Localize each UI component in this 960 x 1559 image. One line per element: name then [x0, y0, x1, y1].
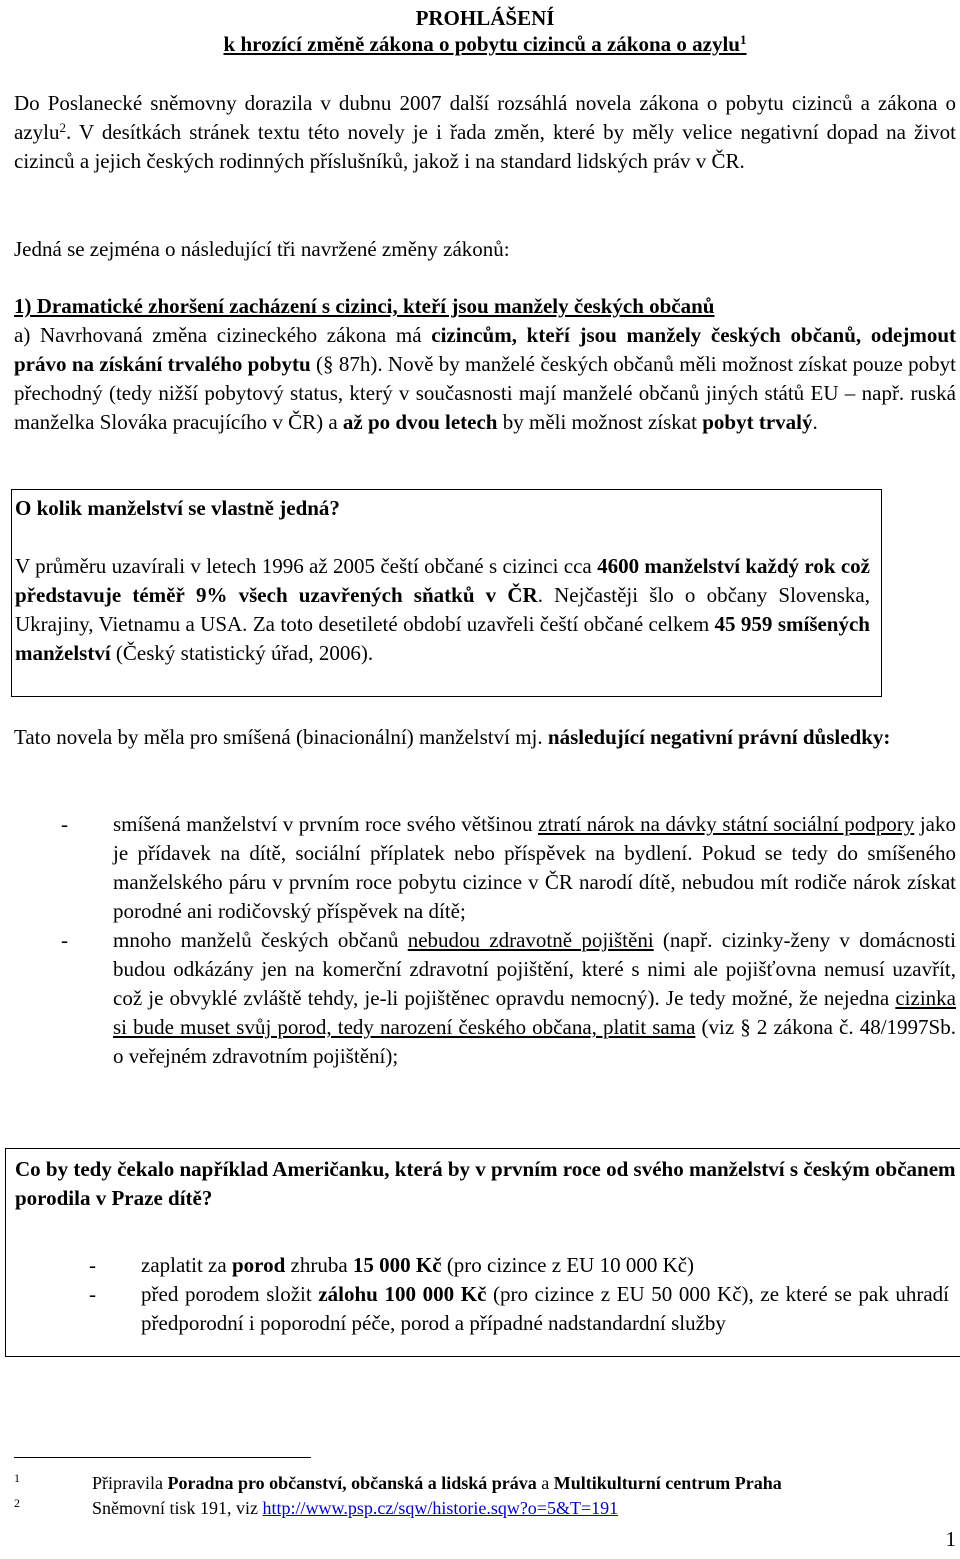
consequences-lead: Tato novela by měla pro smíšená (binacionální) manželství mj. následující negativní právní důsledky: [14, 725, 891, 749]
list-item: - smíšená manželství v prvním roce svého většinou ztratí nárok na dávky státní sociální podpory jako je přídavek na dítě, sociální příplatek nebo příspěvek na bydlení. Pokud se tedy do smíšeného manželského páru v prvním roce pobytu cizince v ČR narodí dítě, nebudou mít rodiče nárok získat porodné ani rodičovský příspěvek na dítě; [61, 812, 956, 923]
american-example-box [5, 1148, 960, 1357]
list-item: - zaplatit za porod zhruba 15 000 Kč (pro cizince z EU 10 000 Kč) [15, 1251, 957, 1280]
footnote-2: 2 Sněmovní tisk 191, viz http://www.psp.cz/sqw/historie.sqw?o=5&T=191 [14, 1497, 618, 1519]
consequences-list [14, 810, 956, 1071]
document-title: PROHLÁŠENÍ [415, 6, 555, 30]
source-link[interactable]: http://www.psp.cz/sqw/historie.sqw?o=5&T=191 [262, 1498, 619, 1518]
box2-question: Co by tedy čekalo například Američanku, která by v prvním roce od svého manželství s českým občanem porodila v Praze dítě? [15, 1157, 956, 1210]
page-number: 1 [945, 1527, 956, 1551]
footnote-ref-1[interactable]: 1 [739, 32, 747, 47]
section1-heading: 1) Dramatické zhoršení zacházení s cizinci, kteří jsou manžely českých občanů [14, 294, 715, 318]
footnote-number: 2 [14, 1496, 20, 1510]
list-item: - mnoho manželů českých občanů nebudou zdravotně pojištěni (např. cizinky-ženy v domácnosti budou odkázány jen na komerční zdravotní pojištění, které s nimi ale pojišťovna nemusí uzavřít, což je obvyklé zvláště tehdy, je-li pojištěnec opravdu nemocný). Je tedy možné, že nejedna cizinka si bude muset svůj porod, tedy narození českého občana, platit sama (viz § 2 zákona č. 48/1997Sb. o veřejném zdravotním pojištění); [61, 928, 956, 1068]
list-dash: - [89, 1282, 96, 1306]
marriages-info-box [11, 489, 882, 697]
changes-intro: Jedná se zejména o následující tři navržené změny zákonů: [14, 237, 510, 261]
intro-paragraph: Do Poslanecké sněmovny dorazila v dubnu 2007 další rozsáhlá novela zákona o pobytu cizinců a zákona o azylu$^2$. V desítkách stránek textu této novely je i řada změn, které by měly velice negativní dopad na život cizinců a jejich českých rodinných příslušníků, jakož i na standard lidských práv v ČR. [14, 91, 956, 173]
box1-paragraph: V průměru uzavírali v letech 1996 až 2005 čeští občané s cizinci cca 4600 manželství každý rok což představuje téměř 9% všech uzavřených sňatků v ČR. Nejčastěji šlo o občany Slovenska, Ukrajiny, Vietnamu a USA. Za toto desetileté období uzavřeli čeští občané celkem 45 959 smíšených manželství (Český statistický úřad, 2006). [15, 554, 870, 665]
list-dash: - [61, 928, 68, 952]
list-dash: - [89, 1253, 96, 1277]
footnote-ref-2[interactable]: 2 [59, 120, 66, 135]
box1-question: O kolik manželství se vlastně jedná? [15, 496, 340, 520]
section1 [14, 292, 956, 437]
document-subtitle: k hrozící změně zákona o pobytu cizinců a zákona o azylu$^1$ [223, 32, 747, 56]
section1-paragraph: a) Navrhovaná změna cizineckého zákona má cizincům, kteří jsou manžely českých občanů, odejmout právo na získání trvalého pobytu (§ 87h). Nově by manželé českých občanů měli možnost získat pouze pobyt přechodný (tedy nižší pobytový status, který v současnosti mají manželé občanů jiných států EU – např. ruská manželka Slováka pracujícího v ČR) a až po dvou letech by měli možnost získat pobyt trvalý. [14, 323, 957, 434]
list-dash: - [61, 812, 68, 836]
list-item: - před porodem složit zálohu 100 000 Kč (pro cizince z EU 50 000 Kč), ze které se pak uhradí předporodní i poporodní péče, porod a případné nadstandardní služby [89, 1282, 949, 1335]
footnote-number: 1 [14, 1471, 20, 1485]
footnote-1: 1 Připravila Poradna pro občanství, občanská a lidská práva a Multikulturní centrum Praha [14, 1472, 782, 1494]
footnote-separator [14, 1457, 311, 1458]
